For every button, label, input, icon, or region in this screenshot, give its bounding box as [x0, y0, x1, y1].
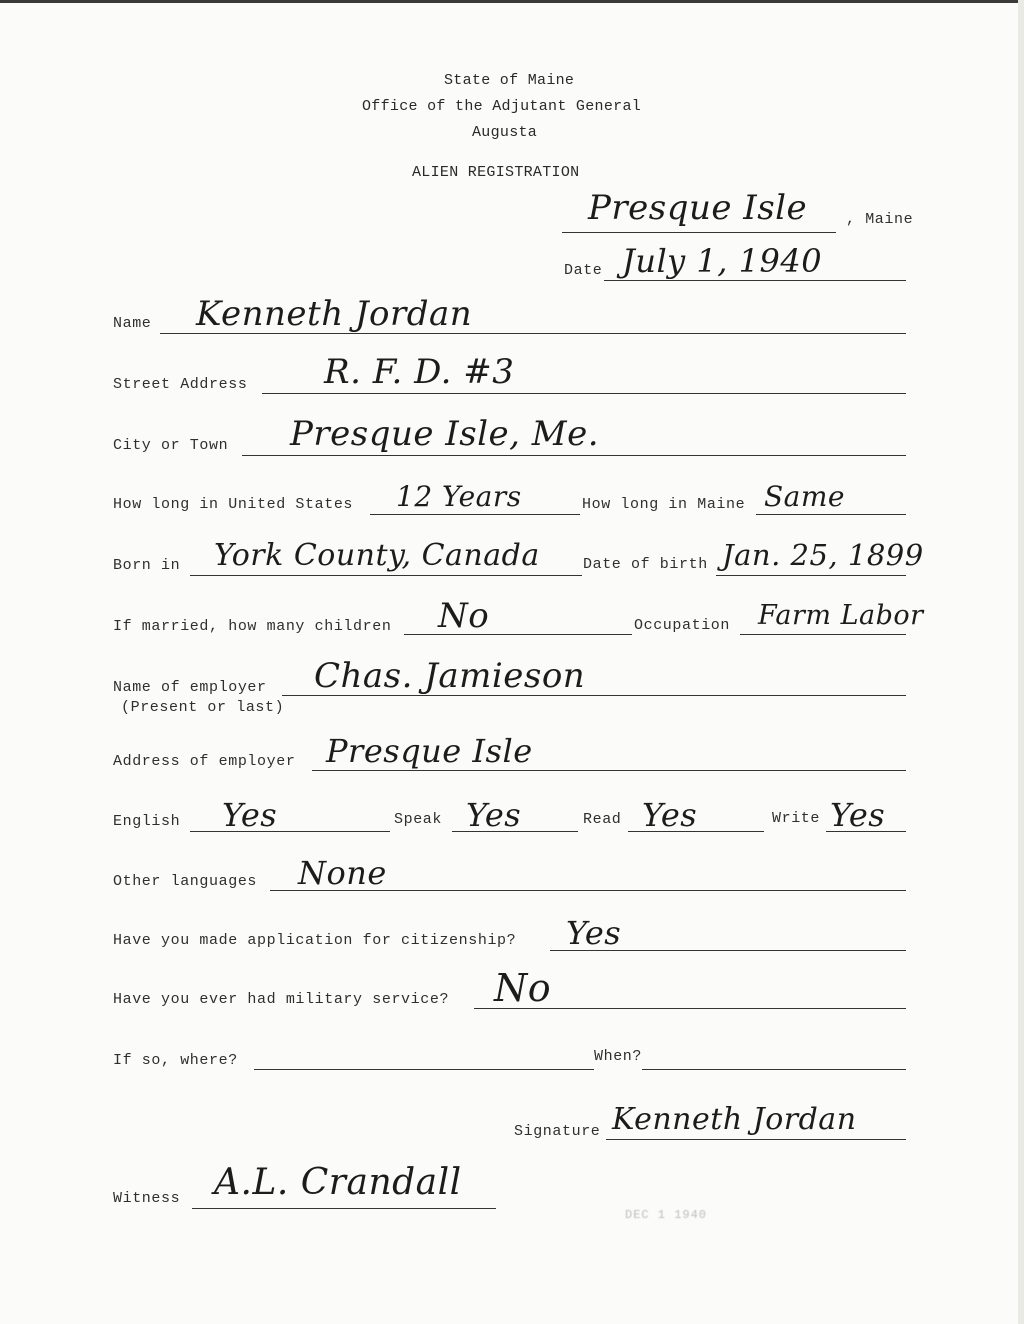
military-label: Have you ever had military service?	[113, 991, 450, 1008]
when-label: When?	[594, 1048, 643, 1065]
dob-line	[716, 575, 906, 576]
read-value: Yes	[642, 796, 698, 834]
date-value: July 1, 1940	[622, 242, 823, 280]
where-label: If so, where?	[113, 1052, 238, 1069]
witness-value: A.L. Crandall	[214, 1162, 462, 1203]
dob-label: Date of birth	[583, 556, 708, 573]
date-label: Date	[564, 262, 603, 279]
other-languages-value: None	[298, 854, 387, 892]
employer-sublabel: (Present or last)	[121, 699, 285, 716]
received-stamp: DEC 1 1940	[625, 1208, 708, 1222]
employer-address-value: Presque Isle	[326, 732, 533, 770]
header-city: Augusta	[472, 124, 538, 141]
city-value: Presque Isle, Me.	[290, 414, 600, 454]
how-long-maine-line	[756, 514, 906, 515]
speak-label: Speak	[394, 811, 443, 828]
place-value: Presque Isle	[588, 188, 808, 228]
place-line	[562, 232, 836, 233]
street-address-line	[262, 393, 906, 394]
signature-value: Kenneth Jordan	[612, 1102, 857, 1137]
other-languages-label: Other languages	[113, 873, 258, 890]
dob-value: Jan. 25, 1899	[722, 538, 924, 572]
citizenship-value: Yes	[566, 914, 622, 952]
signature-line	[606, 1139, 906, 1140]
how-long-maine-label: How long in Maine	[582, 496, 746, 513]
employer-value: Chas. Jamieson	[314, 656, 586, 696]
citizenship-label: Have you made application for citizenship?	[113, 932, 517, 949]
witness-label: Witness	[113, 1190, 181, 1207]
employer-address-line	[312, 770, 906, 771]
header-office: Office of the Adjutant General	[362, 98, 642, 115]
occupation-label: Occupation	[634, 617, 731, 634]
occupation-value: Farm Labor	[758, 600, 924, 631]
street-address-value: R. F. D. #3	[324, 352, 515, 392]
english-value: Yes	[222, 796, 278, 834]
scan-right-edge	[1018, 0, 1024, 1324]
street-address-label: Street Address	[113, 376, 248, 393]
when-line	[642, 1069, 906, 1070]
children-label: If married, how many children	[113, 618, 392, 635]
date-line	[604, 280, 906, 281]
scan-top-edge	[0, 0, 1024, 3]
how-long-us-line	[370, 514, 580, 515]
name-label: Name	[113, 315, 152, 332]
form-title: ALIEN REGISTRATION	[412, 164, 580, 181]
witness-line	[192, 1208, 496, 1209]
header-state: State of Maine	[444, 72, 575, 89]
signature-label: Signature	[514, 1123, 601, 1140]
read-label: Read	[583, 811, 622, 828]
english-line	[190, 831, 390, 832]
where-line	[254, 1069, 594, 1070]
place-suffix: , Maine	[846, 211, 914, 228]
english-label: English	[113, 813, 181, 830]
occupation-line	[740, 634, 906, 635]
name-value: Kenneth Jordan	[196, 294, 473, 334]
how-long-us-label: How long in United States	[113, 496, 354, 513]
employer-label: Name of employer	[113, 679, 267, 696]
city-label: City or Town	[113, 437, 229, 454]
write-label: Write	[772, 810, 821, 827]
military-value: No	[494, 966, 552, 1010]
children-value: No	[438, 596, 490, 636]
speak-value: Yes	[466, 796, 522, 834]
how-long-maine-value: Same	[764, 480, 845, 513]
how-long-us-value: 12 Years	[396, 480, 522, 513]
employer-address-label: Address of employer	[113, 753, 296, 770]
born-in-line	[190, 575, 582, 576]
write-value: Yes	[830, 796, 886, 834]
born-in-label: Born in	[113, 557, 181, 574]
city-line	[242, 455, 906, 456]
born-in-value: York County, Canada	[214, 538, 540, 573]
